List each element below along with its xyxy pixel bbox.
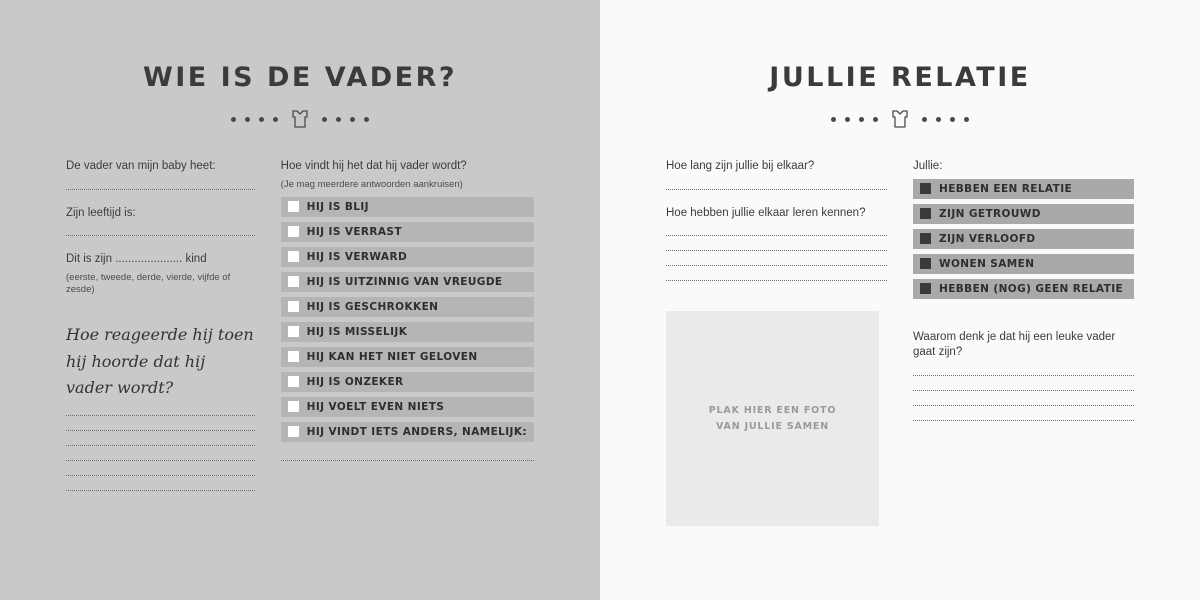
- question-how-he-feels: Hoe vindt hij het dat hij vader wordt?: [280, 160, 467, 172]
- answer-line[interactable]: [66, 445, 255, 446]
- divider-dot: [322, 117, 327, 122]
- question-how-long-together: Hoe lang zijn jullie bij elkaar?: [666, 160, 815, 172]
- divider-dot: [273, 117, 278, 122]
- onesie-icon: [289, 109, 311, 129]
- checkbox-label: HIJ IS VERWARD: [306, 250, 408, 263]
- question-father-name: De vader van mijn baby heet:: [66, 160, 216, 172]
- title-divider-left: [0, 109, 600, 129]
- checkbox-option[interactable]: [913, 229, 1134, 249]
- checkbox-label: HIJ IS MISSELIJK: [306, 325, 408, 338]
- checkbox-label: HIJ IS ONZEKER: [306, 375, 404, 388]
- divider-dot: [873, 117, 878, 122]
- page-title-right: JULLIE RELATIE: [769, 62, 1031, 93]
- answer-line[interactable]: [913, 405, 1134, 406]
- question-how-he-feels-hint: (Je mag meerdere antwoorden aankruisen): [280, 178, 463, 190]
- title-divider-right: [600, 109, 1200, 129]
- divider-dot: [350, 117, 355, 122]
- checkbox-icon[interactable]: [920, 208, 931, 219]
- checkbox-icon[interactable]: [288, 351, 299, 362]
- checkbox-option[interactable]: [281, 297, 534, 317]
- photo-placeholder-line-1: PLAK HIER EEN FOTO: [708, 405, 837, 417]
- answer-line[interactable]: [666, 235, 887, 236]
- checkbox-icon[interactable]: [920, 258, 931, 269]
- answer-line[interactable]: [666, 265, 887, 266]
- checkbox-option[interactable]: [913, 254, 1134, 274]
- checkbox-option[interactable]: [913, 179, 1134, 199]
- checkbox-option[interactable]: [913, 204, 1134, 224]
- checkbox-label: WONEN SAMEN: [939, 257, 1035, 270]
- divider-dot: [859, 117, 864, 122]
- right-page: [600, 0, 1200, 600]
- checkbox-icon[interactable]: [288, 201, 299, 212]
- checkbox-option[interactable]: [281, 422, 534, 442]
- page-title-left: WIE IS DE VADER?: [142, 62, 458, 93]
- right-page-columns: [600, 159, 1200, 526]
- photo-placeholder[interactable]: [666, 311, 879, 526]
- checkbox-label: HIJ KAN HET NIET GELOVEN: [306, 350, 478, 363]
- checkbox-option[interactable]: [281, 322, 534, 342]
- divider-dot: [950, 117, 955, 122]
- question-reaction-script: Hoe reageerde hij toen hij hoorde dat hij vader wordt?: [66, 325, 254, 398]
- checkbox-option[interactable]: [281, 247, 534, 267]
- checkbox-icon[interactable]: [288, 226, 299, 237]
- answer-line[interactable]: [913, 420, 1134, 421]
- checkbox-label: HIJ VINDT IETS ANDERS, NAMELIJK:: [306, 425, 527, 438]
- checkbox-icon[interactable]: [288, 401, 299, 412]
- left-page-col-1: [66, 159, 255, 491]
- divider-dot: [231, 117, 236, 122]
- checkbox-icon[interactable]: [288, 326, 299, 337]
- checkbox-icon[interactable]: [288, 276, 299, 287]
- answer-line[interactable]: [666, 280, 887, 281]
- checkbox-label: HIJ VOELT EVEN NIETS: [306, 400, 445, 413]
- divider-dot: [336, 117, 341, 122]
- checkbox-label: HIJ IS UITZINNIG VAN VREUGDE: [306, 275, 503, 288]
- question-father-age: Zijn leeftijd is:: [66, 206, 136, 219]
- divider-dot: [845, 117, 850, 122]
- divider-dot: [364, 117, 369, 122]
- question-how-you-met: Hoe hebben jullie elkaar leren kennen?: [666, 206, 866, 219]
- checkbox-icon[interactable]: [920, 183, 931, 194]
- checkbox-label: HIJ IS BLIJ: [306, 200, 369, 213]
- answer-line[interactable]: [66, 415, 255, 416]
- checkbox-icon[interactable]: [920, 233, 931, 244]
- checkbox-icon[interactable]: [920, 283, 931, 294]
- right-page-col-1: [666, 159, 887, 526]
- checkbox-icon[interactable]: [288, 301, 299, 312]
- divider-dot: [245, 117, 250, 122]
- checkbox-label: ZIJN VERLOOFD: [939, 232, 1036, 245]
- right-page-col-2: [913, 159, 1134, 526]
- divider-dot: [964, 117, 969, 122]
- checkbox-label: HIJ IS VERRAST: [306, 225, 402, 238]
- answer-line[interactable]: [66, 475, 255, 476]
- checkbox-option[interactable]: [281, 372, 534, 392]
- question-your-status: Jullie:: [913, 160, 943, 172]
- divider-dot: [831, 117, 836, 122]
- answer-line[interactable]: [281, 460, 534, 461]
- checkbox-option[interactable]: [281, 397, 534, 417]
- checkbox-option[interactable]: [281, 222, 534, 242]
- photo-placeholder-text: [709, 403, 836, 433]
- divider-dot: [922, 117, 927, 122]
- question-which-child: Dit is zijn ..................... kind: [66, 253, 207, 266]
- checkbox-label: HIJ IS GESCHROKKEN: [306, 300, 439, 313]
- checkbox-label: HEBBEN (NOG) GEEN RELATIE: [939, 282, 1124, 295]
- checkbox-label: HEBBEN EEN RELATIE: [939, 182, 1073, 195]
- answer-line[interactable]: [66, 460, 255, 461]
- left-page-columns: [0, 159, 600, 491]
- checkbox-icon[interactable]: [288, 426, 299, 437]
- answer-line[interactable]: [666, 250, 887, 251]
- onesie-icon: [889, 109, 911, 129]
- divider-dot: [259, 117, 264, 122]
- question-which-child-hint: (eerste, tweede, derde, vierde, vijfde of zesde): [66, 271, 231, 295]
- question-why-good-father: Waarom denk je dat hij een leuke vader gaat zijn?: [913, 330, 1116, 359]
- checkbox-icon[interactable]: [288, 376, 299, 387]
- divider-dot: [936, 117, 941, 122]
- checkbox-option[interactable]: [281, 272, 534, 292]
- photo-placeholder-line-2: VAN JULLIE SAMEN: [716, 420, 829, 432]
- left-page-col-2: [281, 159, 534, 491]
- checkbox-icon[interactable]: [288, 251, 299, 262]
- checkbox-option[interactable]: [281, 197, 534, 217]
- checkbox-label: ZIJN GETROUWD: [939, 207, 1041, 220]
- answer-line[interactable]: [66, 490, 255, 491]
- answer-line[interactable]: [913, 390, 1134, 391]
- answer-line[interactable]: [66, 430, 255, 431]
- checkbox-option[interactable]: [913, 279, 1134, 299]
- answer-line[interactable]: [913, 375, 1134, 376]
- checkbox-option[interactable]: [281, 347, 534, 367]
